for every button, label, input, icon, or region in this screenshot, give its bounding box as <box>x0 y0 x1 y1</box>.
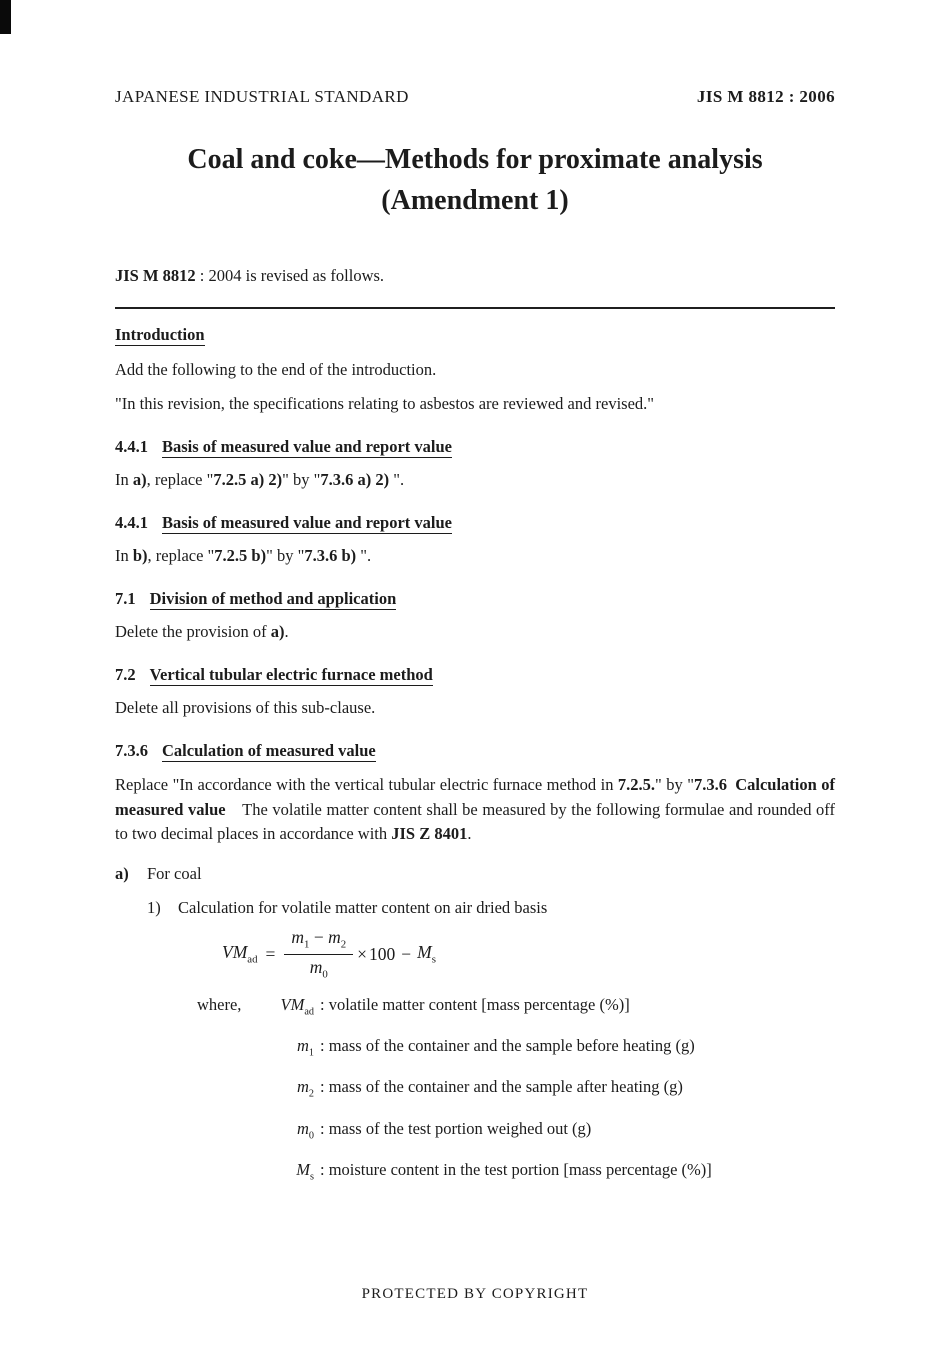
where-description: : mass of the test portion weighed out (g) <box>320 1118 592 1138</box>
body-text: Replace "In accordance with the vertical tubular electric furnace method in <box>115 775 618 794</box>
where-description: : moisture content in the test portion [mass percentage (%)] <box>320 1159 712 1179</box>
body-text: In <box>115 546 133 565</box>
section-body-72 <box>115 697 835 718</box>
list-text: For coal <box>147 863 202 883</box>
standard-number-label: JIS M 8812 : 2006 <box>696 87 835 106</box>
section-number: 7.1 <box>115 589 136 608</box>
where-description: : mass of the container and the sample before heating (g) <box>320 1035 695 1055</box>
list-item-a <box>115 863 835 884</box>
horizontal-rule <box>115 307 835 309</box>
section-body-736 <box>115 773 835 847</box>
section-title: Division of method and application <box>149 589 397 608</box>
body-text: , replace " <box>147 546 215 565</box>
where-row <box>197 1118 835 1146</box>
formula-subscript: 2 <box>308 1088 314 1100</box>
formula-symbol: m <box>328 926 341 947</box>
section-number: 7.2 <box>115 665 136 684</box>
introduction-heading <box>115 324 835 346</box>
body-text-bold: 7.3.6 Calculation of measured value <box>115 775 835 819</box>
where-symbol <box>272 1076 314 1104</box>
formula-subscript: 0 <box>322 968 328 981</box>
body-text-bold: 7.3.6 b) <box>304 546 357 565</box>
formula-subscript: 1 <box>308 1047 314 1059</box>
formula-subscript: 1 <box>304 938 310 951</box>
formula-symbol: M <box>296 1159 311 1179</box>
section-number: 7.3.6 <box>115 741 148 760</box>
section-title: Vertical tubular electric furnace method <box>149 665 433 684</box>
scan-artifact-mark <box>0 0 11 34</box>
document-title-line1: Coal and coke—Methods for proximate analysis <box>187 144 763 175</box>
body-text: " by " <box>266 546 305 565</box>
where-row <box>197 1076 835 1104</box>
body-text: " by " <box>655 775 694 794</box>
body-text-bold: a) <box>132 470 147 489</box>
section-heading-441a <box>115 436 835 458</box>
section-title: Calculation of measured value <box>162 741 376 760</box>
document-title <box>115 139 835 221</box>
minus-sign: − <box>401 944 412 965</box>
list-text: Calculation for volatile matter content on air dried basis <box>178 897 548 917</box>
formula-subscript: 0 <box>308 1129 314 1141</box>
formula-volatile-matter <box>222 928 835 982</box>
introduction-paragraph-2: "In this revision, the specifications relating to asbestos are reviewed and revised." <box>115 394 655 413</box>
formula-symbol: m <box>296 1035 309 1055</box>
where-symbol <box>272 1035 314 1063</box>
body-text: Delete all provisions of this sub-clause. <box>115 698 376 717</box>
section-number: 4.4.1 <box>115 437 148 456</box>
where-symbol <box>272 994 314 1022</box>
section-title: Basis of measured value and report value <box>162 437 452 456</box>
section-heading-72 <box>115 664 835 686</box>
section-heading-71 <box>115 588 835 610</box>
formula-symbol: m <box>296 1118 309 1138</box>
body-text-bold: 7.2.5 a) 2) <box>213 470 283 489</box>
section-body-441a <box>115 469 835 490</box>
body-text: ". <box>389 470 405 489</box>
body-text: , replace " <box>146 470 214 489</box>
where-row <box>197 1159 835 1187</box>
section-title: Basis of measured value and report value <box>162 513 452 532</box>
body-text-bold: a) <box>270 622 285 641</box>
section-number: 4.4.1 <box>115 513 148 532</box>
minus-sign: − <box>313 926 324 947</box>
section-body-441b <box>115 545 835 566</box>
formula-subscript: s <box>310 1171 314 1183</box>
introduction-paragraph-1: Add the following to the end of the introduction. <box>115 360 437 379</box>
revision-text: : 2004 is revised as follows. <box>195 266 385 285</box>
where-definitions <box>197 994 835 1187</box>
page-header <box>115 86 835 107</box>
section-heading-441b <box>115 512 835 534</box>
section-heading-736 <box>115 740 835 762</box>
revision-note <box>115 265 835 286</box>
introduction-heading-label: Introduction <box>115 325 205 344</box>
formula-symbol: VM <box>222 941 248 962</box>
formula-symbol: m <box>309 957 323 978</box>
body-text-bold: b) <box>132 546 148 565</box>
body-text: . <box>467 824 472 844</box>
multiplication-sign: × <box>357 944 368 965</box>
document-title-line2: (Amendment 1) <box>381 185 569 216</box>
list-marker: a) <box>115 863 129 883</box>
body-text: The volatile matter content shall be measured by the following formulae and rounded off to two decimal places in accordance with <box>115 799 836 844</box>
fraction-numerator <box>284 928 353 955</box>
body-text-bold: 7.3.6 a) 2) <box>320 470 390 489</box>
formula-lhs <box>222 943 258 966</box>
body-text: " by " <box>282 470 321 489</box>
body-text: . <box>284 622 289 641</box>
where-label: where, <box>197 994 242 1014</box>
formula-subscript: ad <box>247 953 258 966</box>
where-symbol <box>272 1159 314 1187</box>
where-symbol <box>272 1118 314 1146</box>
standard-name-label: JAPANESE INDUSTRIAL STANDARD <box>115 87 409 106</box>
body-text: ". <box>356 546 372 565</box>
equals-sign: = <box>265 944 276 965</box>
section-body-71 <box>115 621 835 642</box>
body-text: In <box>115 470 133 489</box>
revision-code: JIS M 8812 <box>115 266 196 285</box>
body-text: Delete the provision of <box>115 622 271 641</box>
formula-subscript: 2 <box>340 938 347 951</box>
body-text-bold: JIS Z 8401 <box>391 824 468 844</box>
where-row <box>197 994 835 1022</box>
formula-subscript: ad <box>304 1005 314 1017</box>
formula-symbol: m <box>296 1077 309 1097</box>
where-description: : volatile matter content [mass percentage (%)] <box>320 994 630 1014</box>
body-text-bold: 7.2.5. <box>617 775 656 794</box>
where-row <box>197 1035 835 1063</box>
fraction <box>284 928 353 982</box>
formula-constant: 100 <box>369 944 396 965</box>
formula-moisture-term <box>417 943 436 966</box>
fraction-denominator <box>284 955 353 981</box>
formula-subscript: s <box>431 953 436 966</box>
formula-symbol: m <box>291 926 305 947</box>
formula-symbol: M <box>417 941 432 962</box>
list-marker: 1) <box>147 897 161 917</box>
formula-symbol: VM <box>280 994 305 1014</box>
copyright-footer: PROTECTED BY COPYRIGHT <box>361 1286 589 1302</box>
where-description: : mass of the container and the sample after heating (g) <box>320 1077 683 1097</box>
body-text-bold: 7.2.5 b) <box>214 546 267 565</box>
list-subitem-1 <box>147 897 835 918</box>
